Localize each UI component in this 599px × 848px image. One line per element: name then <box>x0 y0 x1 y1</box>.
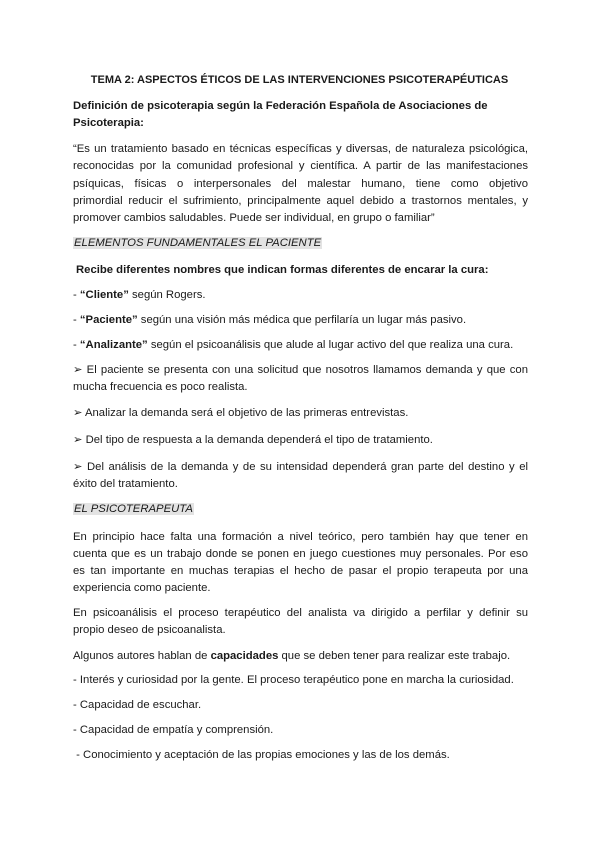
name-item-text: según Rogers. <box>128 289 206 301</box>
document-title: TEMA 2: ASPECTOS ÉTICOS DE LAS INTERVENCIONES PSICOTERAPÉUTICAS <box>90 74 509 86</box>
therapist-para1-line: En principio hace falta una formación a nivel teórico, pero también hay que tener en <box>73 531 528 543</box>
capacities-intro <box>73 649 510 663</box>
name-item-term: “Paciente” <box>79 314 138 326</box>
arrow-point-text: Del análisis de la demanda y de su intensidad dependerá gran parte del destino y el <box>87 461 528 473</box>
therapist-para2-line: propio deseo de psicoanalista. <box>73 624 226 636</box>
therapist-para1-line: es tan importante en muchas terapias el hecho de pasar el propio terapeuta por una <box>73 565 528 577</box>
arrow-point-text: El paciente se presenta con una solicitud que nosotros llamamos demanda y que con <box>86 364 528 376</box>
name-item-paciente <box>73 313 466 327</box>
name-item-cliente <box>73 288 206 302</box>
name-item-text: según el psicoanálisis que alude al lugar activo del que realiza una cura. <box>147 339 514 351</box>
name-item-analizante <box>73 338 513 352</box>
name-item-dash: - <box>73 314 80 326</box>
arrow-point-text: Del tipo de respuesta a la demanda dependerá el tipo de tratamiento. <box>85 434 433 446</box>
capacity-item: - Capacidad de empatía y comprensión. <box>73 724 274 736</box>
patient-intro: Recibe diferentes nombres que indican formas diferentes de encarar la cura: <box>76 264 489 276</box>
section-heading-therapist <box>73 502 194 516</box>
definition-heading-line: Definición de psicoterapia según la Federación Española de Asociaciones de <box>73 100 488 112</box>
name-item-term: “Cliente” <box>79 289 129 301</box>
name-item-dash: - <box>73 339 80 351</box>
therapist-para1-line: experiencia como paciente. <box>73 582 211 594</box>
definition-quote-line: primordial reducir el sufrimiento, principalmente aquel debido a trastornos mentales, y <box>73 195 528 207</box>
arrow-bullet-icon: ➢ <box>73 461 83 473</box>
arrow-point-4-cont: éxito del tratamiento. <box>73 478 178 490</box>
name-item-dash: - <box>73 289 80 301</box>
capacities-intro-rest: que se deben tener para realizar este trabajo. <box>278 650 511 662</box>
name-item-text: según una visión más médica que perfilaría un lugar más pasivo. <box>137 314 467 326</box>
arrow-point-3 <box>73 433 433 447</box>
definition-quote-line: reconocidas por la comunidad profesional y científica. A partir de las manifestaciones <box>73 160 528 172</box>
arrow-bullet-icon: ➢ <box>73 434 83 446</box>
section-heading-patient <box>73 236 322 250</box>
definition-heading-line: Psicoterapia: <box>73 117 144 129</box>
name-item-term: “Analizante” <box>79 339 148 351</box>
arrow-point-1 <box>73 363 528 377</box>
therapist-para1-line: cuenta que es un trabajo donde se ponen en juego cuestiones muy personales. Por eso <box>73 548 528 560</box>
section-heading-patient-text: ELEMENTOS FUNDAMENTALES EL PACIENTE <box>74 237 322 249</box>
arrow-point-2 <box>73 406 408 420</box>
capacities-intro-text: Algunos autores hablan de <box>73 650 211 662</box>
capacity-item: - Capacidad de escuchar. <box>73 699 202 711</box>
section-heading-therapist-text: EL PSICOTERAPEUTA <box>74 503 193 515</box>
definition-quote-line: psíquicas, físicas o interpersonales del malestar humano, tiene como objetivo <box>73 178 528 190</box>
capacity-item: - Conocimiento y aceptación de las propias emociones y las de los demás. <box>73 749 450 761</box>
arrow-point-text: Analizar la demanda será el objetivo de las primeras entrevistas. <box>84 407 409 419</box>
capacities-term: capacidades <box>210 650 279 662</box>
arrow-point-1-cont: mucha frecuencia es poco realista. <box>73 381 248 393</box>
arrow-bullet-icon: ➢ <box>73 407 83 419</box>
arrow-point-4 <box>73 460 528 474</box>
definition-quote-line: “Es un tratamiento basado en técnicas específicas y diversas, de naturaleza psicológica, <box>73 143 528 155</box>
therapist-para2-line: En psicoanálisis el proceso terapéutico del analista va dirigido a perfilar y definir su <box>73 607 528 619</box>
capacity-item: - Interés y curiosidad por la gente. El proceso terapéutico pone en marcha la curiosidad. <box>73 674 514 686</box>
arrow-bullet-icon: ➢ <box>73 364 83 376</box>
definition-quote-line: promover cambios saludables. Puede ser individual, en grupo o familiar” <box>73 212 435 224</box>
